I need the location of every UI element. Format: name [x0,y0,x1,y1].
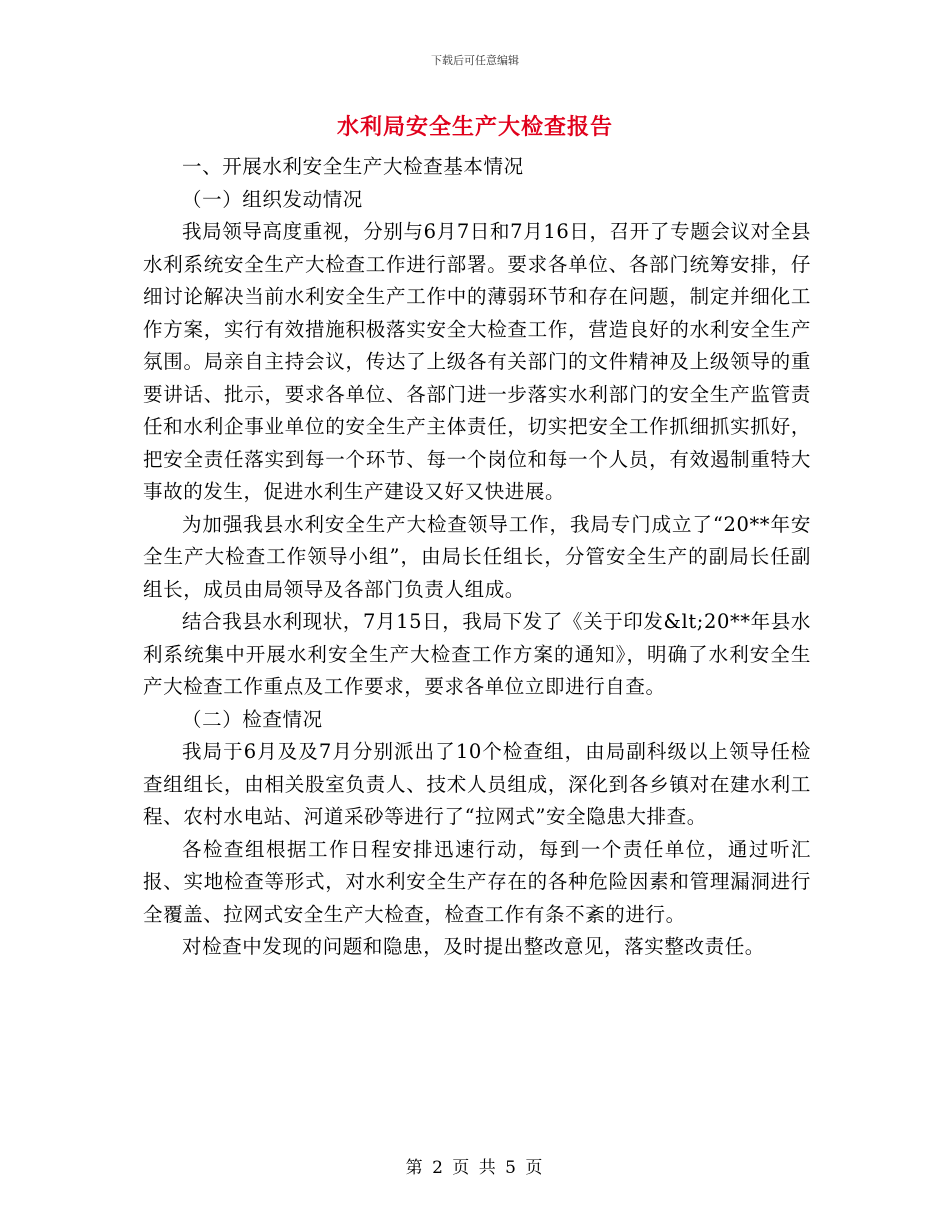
body-paragraph: 我局领导高度重视，分别与6月7日和7月16日，召开了专题会议对全县水利系统安全生产大检查工作进行部署。要求各单位、各部门统筹安排，仔细讨论解决当前水利安全生产工作中的薄弱环节和存在问题，制定并细化工作方案，实行有效措施积极落实安全大检查工作，营造良好的水利安全生产氛围。局亲自主持会议，传达了上级各有关部门的文件精神及上级领导的重要讲话、批示，要求各单位、各部门进一步落实水利部门的安全生产监管责任和水利企事业单位的安全生产主体责任，切实把安全工作抓细抓实抓好，把安全责任落实到每一个环节、每一个岗位和每一个人员，有效遏制重特大事故的发生，促进水利生产建设又好又快进展。 [143,220,811,503]
body-paragraph: 各检查组根据工作日程安排迅速行动，每到一个责任单位，通过听汇报、实地检查等形式，对水利安全生产存在的各种危险因素和管理漏洞进行全覆盖、拉网式安全生产大检查，检查工作有条不紊的进行。 [143,837,811,926]
body-paragraph: 对检查中发现的问题和隐患，及时提出整改意见，落实整改责任。 [182,935,765,958]
document-title: 水利局安全生产大检查报告 [336,114,613,140]
body-paragraph: 结合我县水利现状，7月15日，我局下发了《关于印发&lt;20**年县水利系统集中开展水利安全生产大检查工作方案的通知》，明确了水利安全生产大检查工作重点及工作要求，要求各单位立即进行自查。 [143,610,811,698]
page-footer: 第 2 页 共 5 页 [405,1158,545,1178]
subsection-heading: （一）组织发动情况 [182,187,363,211]
header-note: 下载后可任意编辑 [431,54,519,67]
body-paragraph: 我局于6月及及7月分别派出了10个检查组，由局副科级以上领导任检查组组长，由相关股室负责人、技术人员组成，深化到各乡镇对在建水利工程、农村水电站、河道采砂等进行了“拉网式”安全隐患大排查。 [143,740,811,828]
body-paragraph: 为加强我县水利安全生产大检查领导工作，我局专门成立了“20**年安全生产大检查工作领导小组”，由局长任组长，分管安全生产的副局长任副组长，成员由局领导及各部门负责人组成。 [143,512,811,601]
section-heading: 一、开展水利安全生产大检查基本情况 [182,155,524,178]
subsection-heading: （二）检查情况 [182,707,323,731]
document-body [143,151,811,964]
